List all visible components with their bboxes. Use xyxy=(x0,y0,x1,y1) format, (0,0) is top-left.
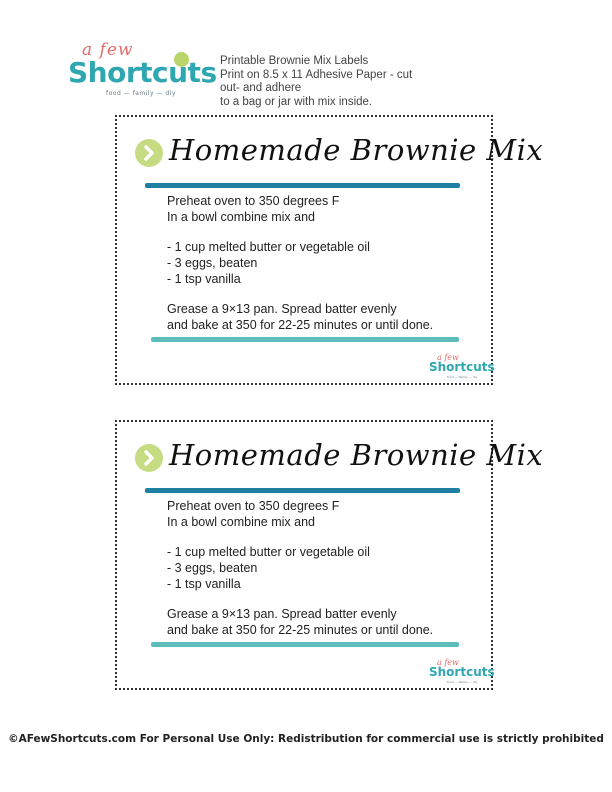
site-logo xyxy=(68,40,218,100)
instruction-line: In a bowl combine mix and xyxy=(167,210,315,224)
logo-tagline: food — family — diy xyxy=(447,680,478,684)
divider-top xyxy=(145,488,460,493)
logo-a-few: a few xyxy=(437,658,459,667)
ingredient-line: - 3 eggs, beaten xyxy=(167,256,258,270)
logo-a-few: a few xyxy=(82,40,134,60)
card-title: Homemade Brownie Mix xyxy=(169,438,544,472)
header-note-line: to a bag or jar with mix inside. xyxy=(220,95,373,108)
instruction-line: and bake at 350 for 22-25 minutes or until done. xyxy=(167,318,434,332)
ingredient-line: - 1 cup melted butter or vegetable oil xyxy=(167,545,370,559)
card-title: Homemade Brownie Mix xyxy=(169,133,544,167)
divider-bottom xyxy=(151,642,459,647)
logo-wordmark: Shortcuts xyxy=(429,360,495,374)
logo-wordmark: Shortcuts xyxy=(68,56,217,89)
instruction-line: Preheat oven to 350 degrees F xyxy=(167,194,340,208)
logo-tagline: food — family — diy xyxy=(447,375,478,379)
card-logo xyxy=(429,658,495,686)
label-card xyxy=(115,420,544,690)
header-note xyxy=(220,55,420,109)
logo-wordmark: Shortcuts xyxy=(429,665,495,679)
logo-tagline: food — family — diy xyxy=(106,90,176,97)
card-logo xyxy=(429,353,495,381)
ingredient-line: - 1 tsp vanilla xyxy=(167,272,241,286)
logo-a-few: a few xyxy=(437,353,459,362)
chevron-right-icon xyxy=(135,139,163,167)
divider-bottom xyxy=(151,337,459,342)
header-note-line: Print on 8.5 x 11 Adhesive Paper - cut out- and adhere xyxy=(220,68,413,94)
instruction-line: Preheat oven to 350 degrees F xyxy=(167,499,340,513)
header-note-line: Printable Brownie Mix Labels xyxy=(220,55,369,67)
instruction-line: Grease a 9×13 pan. Spread batter evenly xyxy=(167,607,397,621)
copyright-footer: ©AFewShortcuts.com For Personal Use Only: Redistribution for commercial use is strictly prohibited xyxy=(8,733,604,745)
ingredient-line: - 3 eggs, beaten xyxy=(167,561,258,575)
instruction-line: Grease a 9×13 pan. Spread batter evenly xyxy=(167,302,397,316)
label-card xyxy=(115,115,544,385)
divider-top xyxy=(145,183,460,188)
ingredient-line: - 1 cup melted butter or vegetable oil xyxy=(167,240,370,254)
ingredient-line: - 1 tsp vanilla xyxy=(167,577,241,591)
chevron-right-icon xyxy=(135,444,163,472)
card-instructions xyxy=(167,498,433,638)
card-instructions xyxy=(167,193,433,333)
instruction-line: and bake at 350 for 22-25 minutes or until done. xyxy=(167,623,434,637)
instruction-line: In a bowl combine mix and xyxy=(167,515,315,529)
